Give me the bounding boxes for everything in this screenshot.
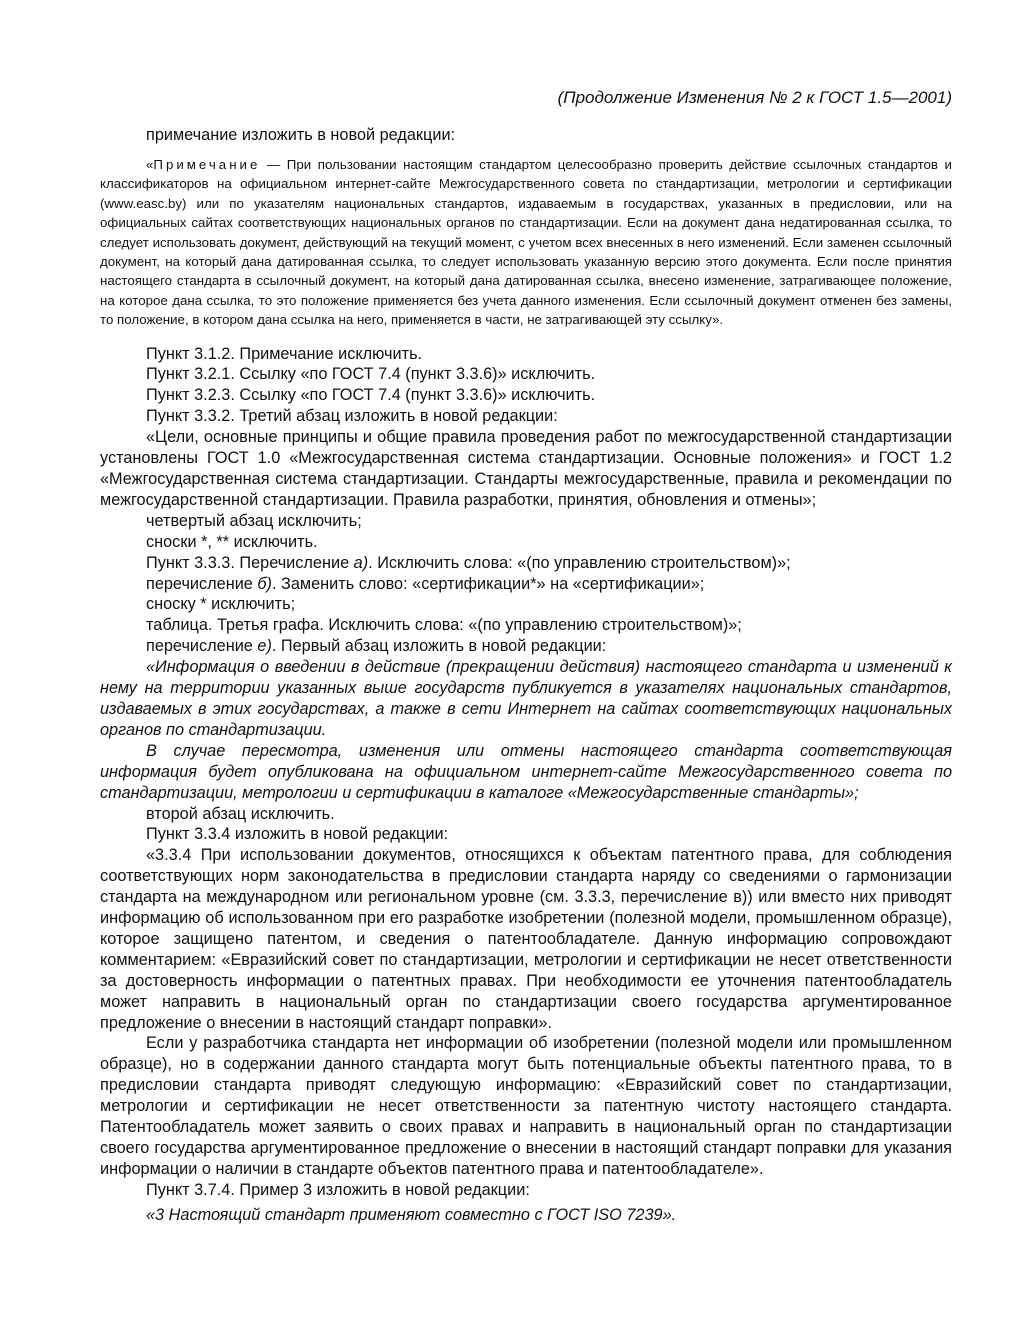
item-3-3-3-a-lead: Пункт 3.3.3. Перечисление — [146, 553, 354, 572]
item-3-3-3-e-rest: . Первый абзац изложить в новой редакции: — [271, 637, 607, 656]
item-3-3-3-b — [100, 574, 952, 595]
intro-line: примечание изложить в новой редакции: — [146, 126, 456, 144]
item-3-3-3-e-enum: е) — [257, 637, 272, 656]
fourth-paragraph-line: четвертый абзац исключить; — [146, 511, 362, 530]
item-3-2-1: Пункт 3.2.1. Ссылку «по ГОСТ 7.4 (пункт 3.3.6)» исключить. — [146, 365, 596, 384]
item-3-3-3-e-lead: перечисление — [146, 637, 258, 656]
item-3-7-4: Пункт 3.7.4. Пример 3 изложить в новой редакции: — [146, 1180, 530, 1199]
item-3-3-4-text-1: «3.3.4 При использовании документов, относящихся к объектам патентного права, для соблюдения соответствующих норм законодательства в предисловии стандарта наряду со сведениями о гармонизации стандарта на международном или региональном уровне (см. 3.3.3, перечисление в)) или вместо них приводят информацию об использованном при его разработке изобретении (полезной модели, промышленном образце), которое защищено патентом, и сведения о патентообладателе. Данную информацию сопровождают комментарием: «Евразийский совет по стандартизации, метрологии и сертификации не несет ответственности за достоверность информации о патентных правах. При необходимости ее уточнения патентообладатель может направить в национальный орган по стандартизации своего государства аргументированное предложение о внесении в настоящий стандарт поправки». — [100, 846, 952, 1032]
note-text: — При пользовании настоящим стандартом целесообразно проверить действие ссылочных стандартов и классификаторов на официальном интернет-сайте Межгосударственного совета по стандартизации, метрологии и сертификации (www.easc.by) или по указателям национальных стандартов, издаваемым в государствах, указанных в предисловии, или на официальных сайтах соответствующих национальных органов по стандартизации. Если на документ дана недатированная ссылка, то следует использовать документ, действующий на текущий момент, с учетом всех внесенных в него изменений. Если заменен ссылочный документ, на который дана датированная ссылка, то следует использовать указанную версию этого документа. Если после принятия настоящего стандарта в ссылочный документ, на который дана датированная ссылка, внесено изменение, затрагивающее положение, на которое дана ссылка, то это положение применяется без учета данного изменения. Если ссылочный документ отменен без замены, то положение, в котором дана ссылка на него, применяется в части, не затрагивающей эту ссылку». — [100, 156, 952, 328]
document-body — [100, 125, 952, 1226]
item-3-3-2-text: «Цели, основные принципы и общие правила проведения работ по межгосударственной стандартизации установлены ГОСТ 1.0 «Межгосударственная система стандартизации. Основные положения» и ГОСТ 1.2 «Межгосударственная система стандартизации. Стандарты межгосударственные, правила и рекомендации по межгосударственной стандартизации. Правила разработки, принятия, обновления и отмены»; — [100, 428, 952, 509]
info-paragraph-1: «Информация о введении в действие (прекращении действия) настоящего стандарта и изменений к нему на территории указанных выше государств публикуется в указателях национальных стандартов, издаваемых в этих государствах, а также в сети Интернет на сайтах соответствующих национальных органов по стандартизации. — [100, 658, 952, 739]
table-line: таблица. Третья графа. Исключить слова: «(по управлению строительством)»; — [146, 616, 742, 635]
item-3-3-4-text-2: Если у разработчика стандарта нет информации об изобретении (полезной модели или промышленном образце), но в содержании данного стандарта могут быть потенциальные объекты патентного права, то в предисловии стандарта приводят следующую информацию: «Евразийский совет по стандартизации, метрологии и сертификации не несет ответственности за патентную чистоту настоящего стандарта. Патентообладатель может заявить о своих правах и направить в национальный орган по стандартизации своего государства аргументированное предложение о внесении в настоящий стандарт поправки для указания информации о наличии в стандарте объектов патентного права и патентообладателе». — [100, 1034, 952, 1178]
second-paragraph-line: второй абзац исключить. — [146, 804, 335, 823]
item-3-1-2: Пункт 3.1.2. Примечание исключить. — [146, 344, 423, 363]
item-3-3-3-b-lead: перечисление — [146, 574, 258, 593]
footnote-star-line: сноску * исключить; — [146, 595, 296, 614]
item-3-3-2: Пункт 3.3.2. Третий абзац изложить в новой редакции: — [146, 407, 558, 426]
item-3-3-3-a-enum: а) — [353, 553, 369, 572]
note-label: Примечание — [153, 156, 261, 172]
item-3-3-3-b-rest: . Заменить слово: «сертификации*» на «сертификации»; — [271, 574, 705, 593]
item-3-3-3-b-enum: б) — [257, 574, 272, 593]
note-paragraph — [100, 155, 952, 330]
info-paragraph-2: В случае пересмотра, изменения или отмены настоящего стандарта соответствующая информация будет опубликована на официальном интернет-сайте Межгосударственного совета по стандартизации, метрологии и сертификации в каталоге «Межгосударственные стандарты»; — [100, 741, 952, 802]
page-header: (Продолжение Изменения № 2 к ГОСТ 1.5—2001) — [557, 88, 952, 107]
item-3-3-3-a — [100, 553, 952, 574]
footnotes-line: сноски *, ** исключить. — [146, 532, 318, 551]
item-3-2-3: Пункт 3.2.3. Ссылку «по ГОСТ 7.4 (пункт 3.3.6)» исключить. — [146, 386, 596, 405]
item-3-3-3-e — [100, 636, 952, 657]
item-3-3-4: Пункт 3.3.4 изложить в новой редакции: — [146, 825, 449, 844]
item-3-7-4-text: «3 Настоящий стандарт применяют совместно с ГОСТ ISO 7239». — [146, 1205, 677, 1224]
item-3-3-3-a-rest: . Исключить слова: «(по управлению строительством)»; — [368, 553, 791, 572]
note-open-quote: « — [146, 156, 154, 172]
